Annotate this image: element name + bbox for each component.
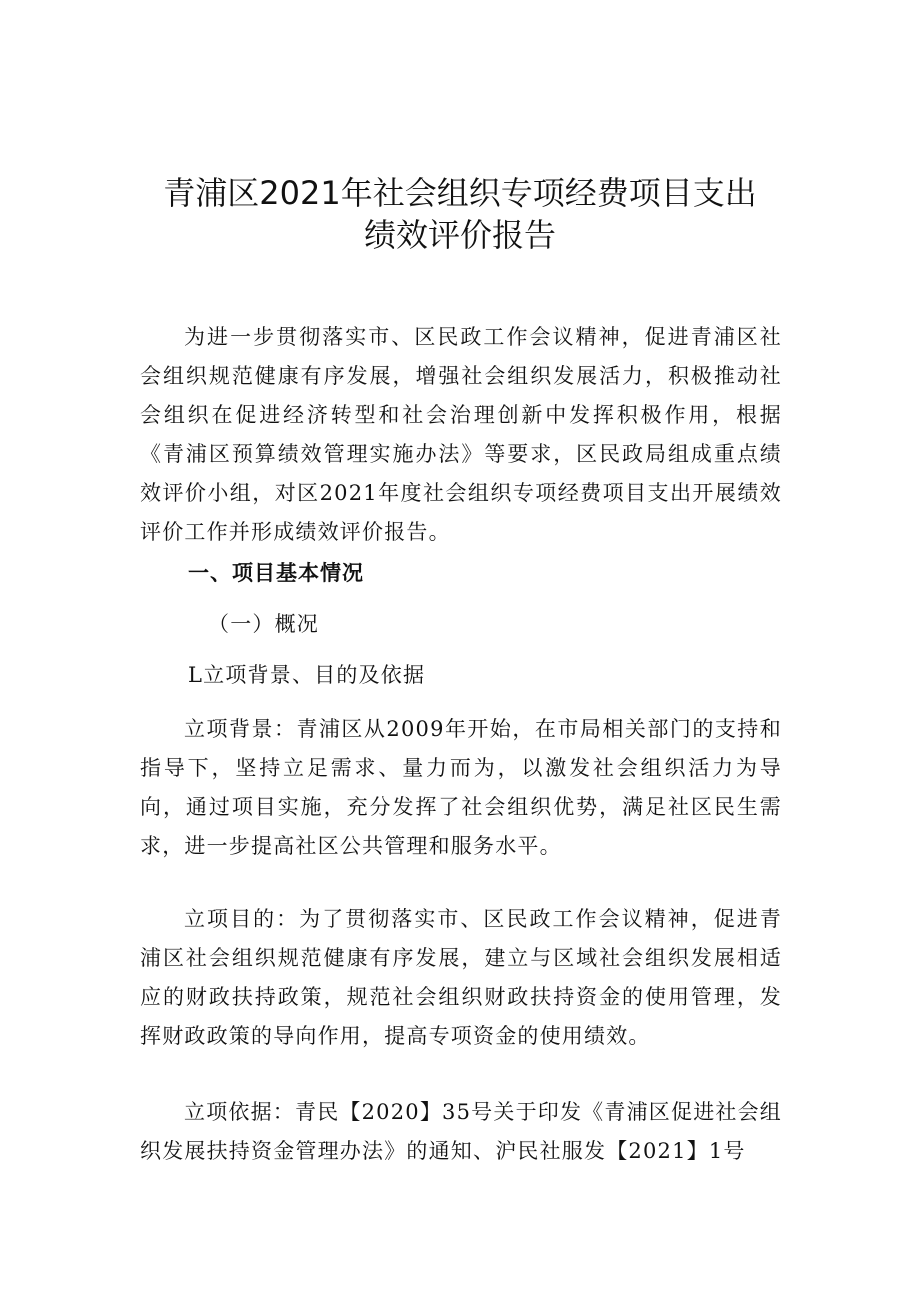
- item-heading-project-background: L立项背景、目的及依据: [188, 663, 426, 687]
- report-title-line-1: 青浦区2021年社会组织专项经费项目支出: [163, 174, 757, 212]
- purpose-paragraph: 立项目的：为了贯彻落实市、区民政工作会议精神，促进青浦区社会组织规范健康有序发展，建立与区域社会组织发展相适应的财政扶持政策，规范社会组织财政扶持资金的使用管理，发挥财政政策的导向作用，提高专项资金的使用绩效。: [140, 907, 782, 1048]
- basis-paragraph: 立项依据：青民【2020】35号关于印发《青浦区促进社会组织发展扶持资金管理办法》的通知、沪民社服发【2021】1号: [140, 1100, 782, 1163]
- report-title-line-2: 绩效评价报告: [363, 216, 556, 254]
- intro-paragraph: 为进一步贯彻落实市、区民政工作会议精神，促进青浦区社会组织规范健康有序发展，增强社会组织发展活力，积极推动社会组织在促进经济转型和社会治理创新中发挥积极作用，根据《青浦区预算绩效管理实施办法》等要求，区民政局组成重点绩效评价小组，对区2021年度社会组织专项经费项目支出开展绩效评价工作并形成绩效评价报告。: [140, 325, 782, 544]
- background-paragraph: 立项背景：青浦区从2009年开始，在市局相关部门的支持和指导下，坚持立足需求、量力而为，以激发社会组织活力为导向，通过项目实施，充分发挥了社会组织优势，满足社区民生需求，进一步提高社区公共管理和服务水平。: [140, 717, 782, 858]
- basis-block: [140, 1093, 782, 1171]
- subsection-heading-overview: （一）概况: [208, 612, 319, 636]
- purpose-block: [140, 900, 782, 1056]
- intro-block: [140, 318, 782, 552]
- background-block: [140, 710, 782, 866]
- section-heading-project-basics: 一、项目基本情况: [188, 561, 364, 585]
